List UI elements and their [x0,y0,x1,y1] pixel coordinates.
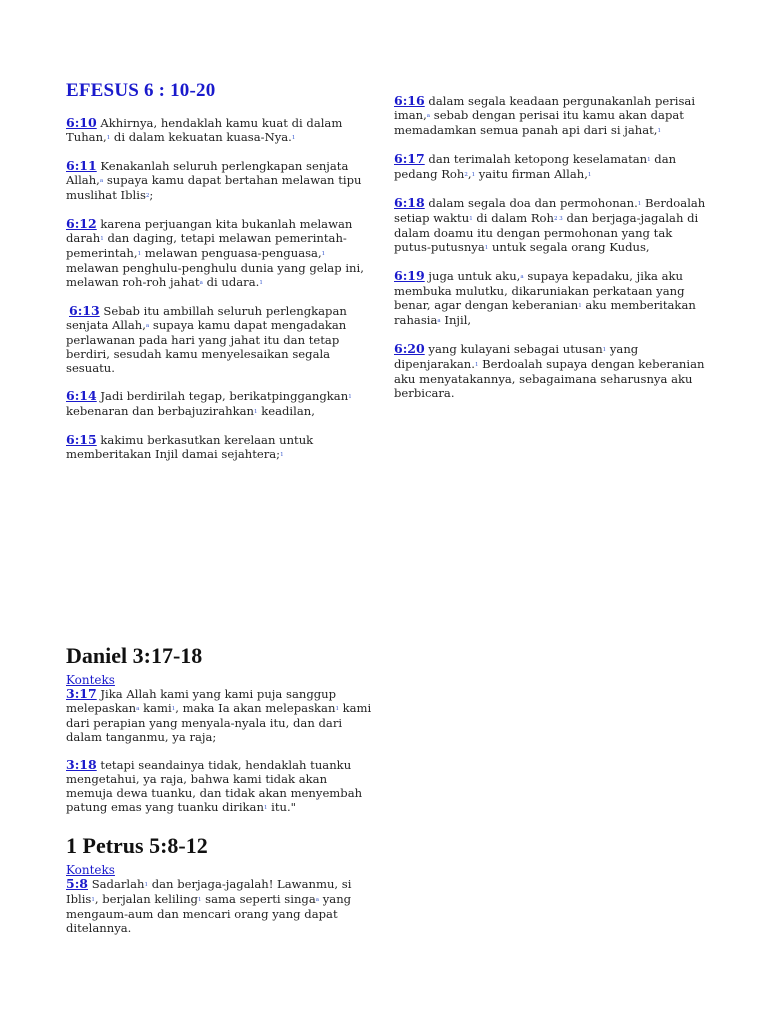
verse-ref-link[interactable]: 6:19 [394,268,425,283]
footnote-marker[interactable]: 1 [484,245,489,251]
verse-ref-link[interactable]: 6:16 [394,93,425,108]
verse-3-17: 3:17 Jika Allah kami yang kami puja sanggup melepaskan$^a$ kami$^1$, maka Ia akan melepaskan$^1$ kami dari perapian yang menyala-nyala itu, dan dari dalam tanganmu, ya raja; [66,686,372,744]
petrus-section [66,833,376,949]
footnote-marker[interactable]: 1 [587,172,592,178]
konteks-link[interactable]: Konteks [66,863,115,877]
efesus-title: EFESUS 6 : 10-20 [66,80,216,101]
footnote-marker[interactable]: 1 [197,897,202,903]
footnote-marker[interactable]: 2 3 [554,216,563,222]
verse-ref-link[interactable]: 6:20 [394,341,425,356]
verse-ref-link[interactable]: 6:15 [66,432,97,447]
footnote-marker[interactable]: 1 [602,347,607,353]
verse-ref-link[interactable]: 6:12 [66,216,97,231]
footnote-marker[interactable]: a [99,178,104,184]
daniel-title: Daniel 3:17-18 [66,643,203,668]
footnote-marker[interactable]: 1 [280,452,284,458]
daniel-section [66,643,376,829]
verse-6-19: 6:19 juga untuk aku,$^a$ supaya kepadaku, jika aku membuka mulutku, dikaruniakan perkataan yang benar, agar dengan keberanian$^1$ aku memberitakan rahasia$^a$ Injil, [394,268,696,327]
footnote-marker[interactable]: a [136,706,140,712]
verse-ref-link[interactable]: 6:18 [394,195,425,210]
footnote-marker[interactable]: 1 [469,216,473,222]
verse-ref-link[interactable]: 6:14 [66,388,97,403]
footnote-marker[interactable]: a [145,323,150,329]
footnote-marker[interactable]: a [520,274,524,280]
footnote-marker[interactable]: 1 [474,362,479,368]
footnote-marker[interactable]: 1 [254,409,258,415]
verse-6-17: 6:17 dan terimalah ketopong keselamatan$^1$ dan pedang Roh$^2$,$^1$ yaitu firman Allah,$^1$ [394,151,677,181]
footnote-marker[interactable]: a [437,318,441,324]
footnote-marker[interactable]: 1 [335,706,339,712]
footnote-marker[interactable]: 2 [464,172,468,178]
verse-ref-link[interactable]: 3:18 [66,757,97,772]
verse-6-14: 6:14 Jadi berdirilah tegap, berikatpinggangkan$^1$ kebenaran dan berbajuzirahkan$^1$ keadilan, [66,388,352,418]
verse-6-16: 6:16 dalam segala keadaan pergunakanlah perisai iman,$^a$ sebab dengan perisai itu kamu akan dapat memadamkan semua panah api dari si jahat,$^1$ [394,93,696,137]
verse-6-15: 6:15 kakimu berkasutkan kerelaan untuk memberitakan Injil damai sejahtera;$^1$ [66,432,314,461]
footnote-marker[interactable]: 1 [259,280,263,286]
verse-6-11: 6:11 Kenakanlah seluruh perlengkapan senjata Allah,$^a$ supaya kamu dapat bertahan melawan tipu muslihat Iblis$^2$; [66,158,362,202]
footnote-marker[interactable]: 1 [348,394,352,400]
verse-ref-link[interactable]: 5:8 [66,876,89,891]
footnote-marker[interactable]: a [199,280,203,286]
footnote-marker[interactable]: 1 [137,251,142,257]
footnote-marker[interactable]: 1 [321,251,326,257]
verse-6-18: 6:18 dalam segala doa dan permohonan.$^1$ Berdoalah setiap waktu$^1$ di dalam Roh$^{2 3}$ dan berjaga-jagalah di dalam doamu itu dengan permohonan yang tak putus-putusnya$^1$ untuk segala orang Kudus, [394,195,706,254]
footnote-marker[interactable]: 1 [106,135,111,141]
footnote-marker[interactable]: 1 [471,172,476,178]
verse-6-12: 6:12 karena perjuangan kita bukanlah melawan darah$^1$ dan daging, tetapi melawan pemerintah-pemerintah,$^1$ melawan penguasa-penguasa,$^1$ melawan penghulu-penghulu dunia yang gelap ini, melawan roh-roh jahat$^a$ di udara.$^1$ [66,216,364,289]
footnote-marker[interactable]: 1 [637,201,642,207]
verse-ref-link[interactable]: 6:10 [66,115,97,130]
verse-ref-link[interactable]: 6:13 [69,303,100,318]
footnote-marker[interactable]: 1 [91,897,95,903]
verse-6-13: 6:13 Sebab itu ambillah seluruh perlengkapan senjata Allah,$^a$ supaya kamu dapat mengadakan perlawanan pada hari yang jahat itu dan tetap berdiri, sesudah kamu menyelesaikan segala sesuatu. [66,303,347,375]
efesus-right-column [394,94,706,414]
footnote-marker[interactable]: 2 [145,193,150,199]
footnote-marker[interactable]: 1 [144,882,149,888]
verse-3-18: 3:18 tetapi seandainya tidak, hendaklah tuanku mengetahui, ya raja, bahwa kami tidak akan memuja dewa tuanku, dan tidak akan menyembah patung emas yang tuanku dirikan$^1$ itu." [66,757,363,814]
footnote-marker[interactable]: 1 [578,303,582,309]
verse-5-8: 5:8 Sadarlah$^1$ dan berjaga-jagalah! Lawanmu, si Iblis$^1$, berjalan keliling$^1$ sama seperti singa$^a$ yang mengaum-aum dan mencari orang yang dapat ditelannya. [66,876,352,935]
verse-6-20: 6:20 yang kulayani sebagai utusan$^1$ yang dipenjarakan.$^1$ Berdoalah supaya dengan keberanian aku menyatakannya, sebagaimana seharusnya aku berbicara. [394,341,705,400]
footnote-marker[interactable]: 1 [647,157,651,163]
footnote-marker[interactable]: a [426,113,431,119]
verse-ref-link[interactable]: 6:17 [394,151,425,166]
footnote-marker[interactable]: 1 [263,805,268,811]
footnote-marker[interactable]: 1 [291,135,296,141]
konteks-link[interactable]: Konteks [66,673,115,687]
verse-6-10: 6:10 Akhirnya, hendaklah kamu kuat di dalam Tuhan,$^1$ di dalam kekuatan kuasa-Nya.$^1$ [66,115,343,144]
efesus-left-column [66,80,378,476]
footnote-marker[interactable]: a [315,897,320,903]
verse-ref-link[interactable]: 3:17 [66,686,97,701]
footnote-marker[interactable]: 1 [171,706,176,712]
footnote-marker[interactable]: 1 [100,236,104,242]
petrus-title: 1 Petrus 5:8-12 [66,833,208,858]
footnote-marker[interactable]: 1 [657,128,661,134]
verse-ref-link[interactable]: 6:11 [66,158,97,173]
